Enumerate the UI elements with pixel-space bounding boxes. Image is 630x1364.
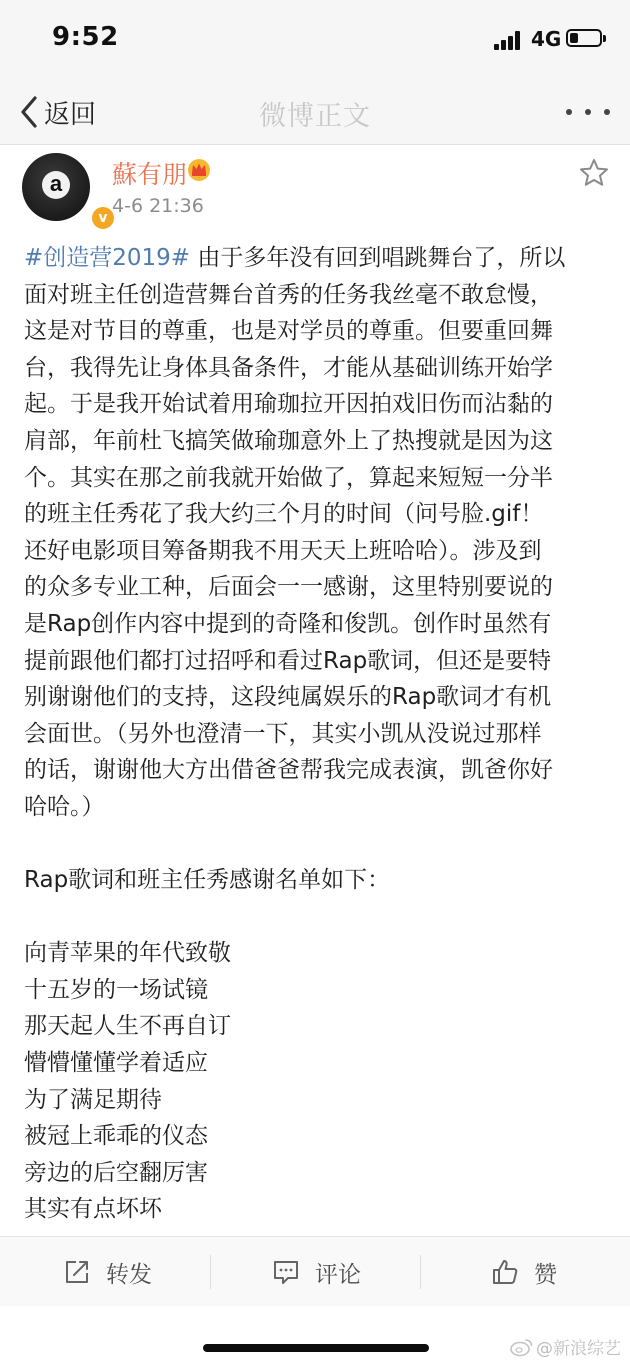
action-toolbar (0, 1236, 630, 1307)
comment-button[interactable] (271, 1237, 361, 1307)
more-dots-icon (566, 109, 572, 115)
battery-icon (566, 29, 602, 47)
page-title: 微博正文 (259, 101, 371, 132)
signal-icon (494, 30, 524, 50)
body-line: 别谢谢他们的支持，这段纯属娱乐的Rap歌词才有机 (24, 684, 552, 711)
weibo-logo-icon (510, 1337, 534, 1357)
like-label: 赞 (534, 1261, 557, 1288)
post-header (0, 145, 630, 235)
spacer (24, 899, 612, 936)
lyric-line: 向青苹果的年代致敬 (24, 940, 231, 967)
home-area (0, 1306, 630, 1364)
body-line: 的班主任秀花了我大约三个月的时间（问号脸.gif！ (24, 501, 544, 528)
more-options-button[interactable] (566, 106, 610, 118)
comment-icon (271, 1257, 301, 1287)
body-line: 肩部，年前杜飞搞笑做瑜珈意外上了热搜就是因为这 (24, 427, 553, 454)
body-line: 的话，谢谢他大方出借爸爸帮我完成表演，凯爸你好 (24, 757, 553, 784)
home-indicator[interactable] (203, 1344, 429, 1352)
body-line (24, 240, 612, 277)
body-line: 面对班主任创造营舞台首秀的任务我丝毫不敢怠慢， (24, 281, 553, 308)
comment-label: 评论 (315, 1261, 361, 1288)
crown-icon (186, 157, 212, 181)
like-button[interactable] (490, 1237, 557, 1307)
favorite-star-icon[interactable] (578, 157, 610, 189)
body-line: 哈哈。） (24, 793, 105, 820)
back-label: 返回 (44, 99, 97, 130)
body-text: 由于多年没有回到唱跳舞台了，所以 (190, 245, 566, 271)
body-line: 提前跟他们都打过招呼和看过Rap歌词，但还是要特 (24, 647, 552, 674)
battery-fill (570, 33, 578, 43)
body-line: 会面世。（另外也澄清一下，其实小凯从没说过那样 (24, 720, 542, 747)
lyric-line: 懵懵懂懂学着适应 (24, 1050, 208, 1077)
status-time: 9:52 (52, 22, 119, 52)
toolbar-divider (420, 1255, 421, 1289)
watermark-text: @新浪综艺 (536, 1339, 621, 1359)
body-line: 起。于是我开始试着用瑜珈拉开因拍戏旧伤而沾黏的 (24, 391, 553, 418)
body-line: 这是对节目的尊重，也是对学员的尊重。但要重回舞 (24, 318, 553, 345)
lyric-line: 那天起人生不再自订 (24, 1013, 231, 1040)
lyric-line: 旁边的后空翻厉害 (24, 1159, 208, 1186)
nav-bar (0, 78, 630, 145)
username[interactable]: 蘇有朋 (112, 160, 188, 189)
thumbs-up-icon (490, 1257, 520, 1287)
body-line: 还好电影项目筹备期我不用天天上班哈哈）。涉及到 (24, 537, 542, 564)
repost-icon (62, 1257, 92, 1287)
repost-button[interactable] (62, 1237, 152, 1307)
spacer (24, 826, 612, 863)
avatar-letter: a (42, 171, 70, 199)
body-line: 台，我得先让身体具备条件，才能从基础训练开始学 (24, 354, 553, 381)
repost-label: 转发 (106, 1261, 152, 1288)
lyric-line: 十五岁的一场试镜 (24, 976, 208, 1003)
verified-badge: v (90, 205, 116, 231)
watermark (510, 1334, 621, 1359)
lyrics-title: Rap歌词和班主任秀感谢名单如下： (24, 867, 391, 894)
network-type: 4G (531, 27, 562, 51)
toolbar-divider (210, 1255, 211, 1289)
post-body (24, 240, 612, 1228)
lyric-line: 被冠上乖乖的仪态 (24, 1123, 208, 1150)
post-time: 4-6 21:36 (112, 195, 204, 217)
lyric-line: 其实有点坏坏 (24, 1196, 162, 1223)
lyric-line: 为了满足期待 (24, 1086, 162, 1113)
body-line: 个。其实在那之前我就开始做了，算起来短短一分半 (24, 464, 553, 491)
body-line: 是Rap创作内容中提到的奇隆和俊凯。创作时虽然有 (24, 610, 552, 637)
avatar[interactable] (22, 153, 108, 226)
hashtag-link[interactable]: #创造营2019# (24, 245, 191, 271)
body-line: 的众多专业工种，后面会一一感谢，这里特别要说的 (24, 574, 553, 601)
status-bar (0, 0, 630, 78)
